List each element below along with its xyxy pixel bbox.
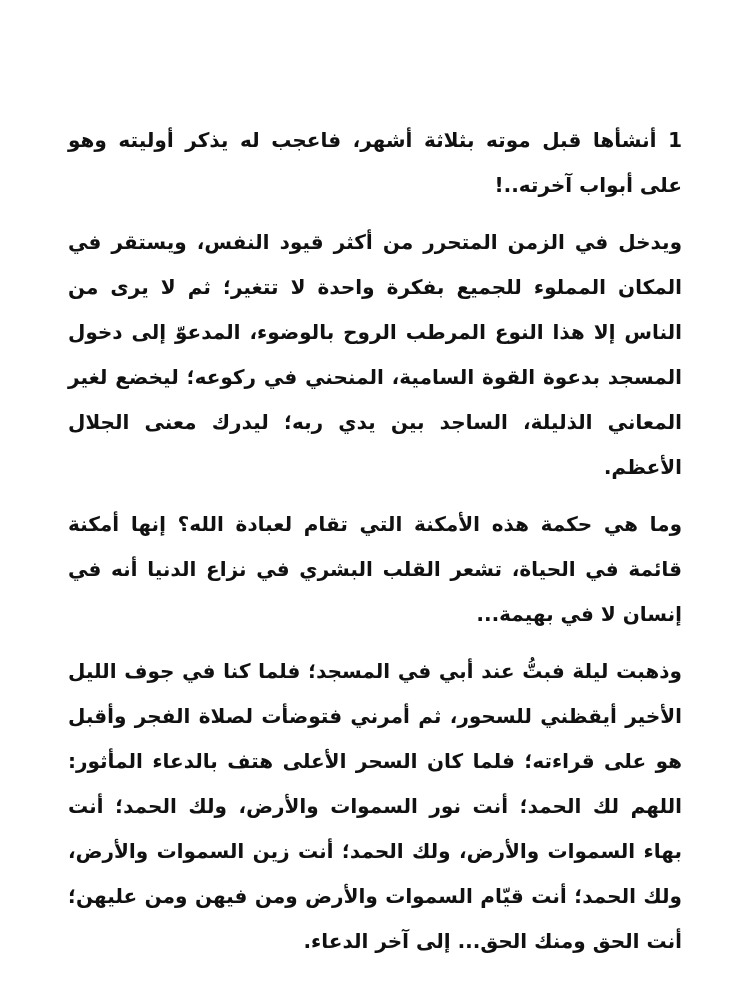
paragraph-footnote: 1 أنشأها قبل موته بثلاثة أشهر، فاعجب له يذكر أوليته وهو على أبواب آخرته..! xyxy=(68,128,682,197)
document-page xyxy=(68,118,682,976)
paragraph-mosque-entry: ويدخل في الزمن المتحرر من أكثر قيود النفس، ويستقر في المكان المملوء للجميع بفكرة واحدة لا تتغير؛ ثم لا يرى من الناس إلا هذا النوع المرطب الروح بالوضوء، المدعوّ إلى دخول المسجد بدعوة القوة السامية، المنحني في ركوعه؛ ليخضع لغير المعاني الذليلة، الساجد بين يدي ربه؛ ليدرك معنى الجلال الأعظم. xyxy=(68,230,682,479)
paragraph-wisdom: وما هي حكمة هذه الأمكنة التي تقام لعبادة الله؟ إنها أمكنة قائمة في الحياة، تشعر القلب البشري في نزاع الدنيا أنه في إنسان لا في بهيمة... xyxy=(68,512,682,626)
paragraph-night-prayer: وذهبت ليلة فبتُّ عند أبي في المسجد؛ فلما كنا في جوف الليل الأخير أيقظني للسحور، ثم أمرني فتوضأت لصلاة الفجر وأقبل هو على قراءته؛ فلما كان السحر الأعلى هتف بالدعاء المأثور: اللهم لك الحمد؛ أنت نور السموات والأرض، ولك الحمد؛ أنت بهاء السموات والأرض، ولك الحمد؛ أنت زين السموات والأرض، ولك الحمد؛ أنت قيّام السموات والأرض ومن فيهن ومن عليهن؛ أنت الحق ومنك الحق... إلى آخر الدعاء. xyxy=(68,659,682,953)
